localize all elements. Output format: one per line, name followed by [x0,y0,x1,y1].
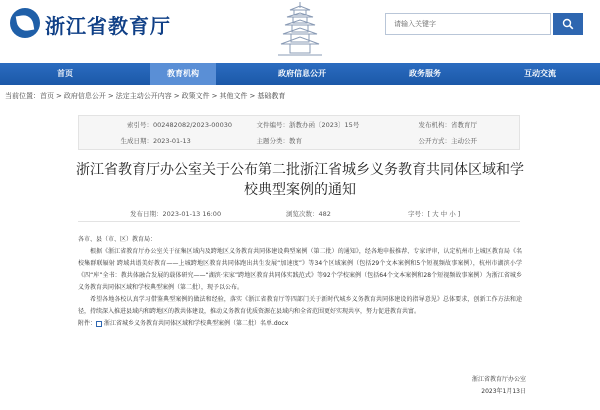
logo-leaf-icon [16,14,35,33]
breadcrumb-separator: > [211,92,218,100]
main-nav [0,63,600,85]
body-paragraph: 根据《浙江省教育厅办公室关于征集区域内及跨地区义务教育共同体建设典型案例（第二批）的通知》，经各地申报推荐、专家评审，认定杭州市上城区教育局《名校集群联辐射 跨域共谱美好教育——上城跨地区教育共同体跑出共生发展“加速度”》等34个区域案例（包括29个文本案例和5个短视频故事案例），杭州市湖滨小学《四“库”全书：教共体融合发展的载体研究——“湖滨·宋家”跨地区教育共同体实践范式》等92个学校案例（包括64个文本案例和28个短视频故事案例）为浙江省城乡义务教育共同体区域和学校典型案例（第二批），现予以公布。 [78,248,522,291]
breadcrumb-separator: > [107,92,114,100]
doc-no-value: 浙教办函〔2023〕15号 [289,121,360,129]
nav-item-home[interactable]: 首页 [57,69,73,78]
sign-date: 2023年1月13日 [481,388,526,395]
index-label: 索引号： [127,121,153,129]
breadcrumb-separator: > [249,92,256,100]
search-icon [562,18,574,30]
pagoda-illustration [270,0,330,58]
font-size-control[interactable]: 字号：[ 大 中 小 ] [408,210,461,218]
topic-value: 教育 [289,137,302,145]
date-value: 2023-01-13 [153,137,191,145]
nav-item-info-disclosure[interactable]: 政府信息公开 [278,69,326,78]
breadcrumb-item-other[interactable]: 其他文件 [219,92,248,100]
document-title: 浙江省教育厅办公室关于公布第二批浙江省城乡义务教育共同体区域和学校典型案例的通知 [76,162,524,198]
breadcrumb-item-basic-edu[interactable]: 基础教育 [257,92,286,100]
breadcrumb-item-info[interactable]: 政府信息公开 [63,92,106,100]
document-meta [78,206,520,222]
site-title[interactable]: 浙江省教育厅 [45,14,171,38]
info-row [79,117,519,133]
site-logo[interactable] [10,8,40,38]
attachment-link[interactable]: 浙江省城乡义务教育共同体区域和学校典型案例（第二批）名单.docx [104,320,289,327]
breadcrumb-item-policy[interactable]: 政策文件 [181,92,210,100]
breadcrumb-separator: > [56,92,62,100]
document-info-table [78,115,520,150]
publish-time: 发布日期：2023-01-13 16:00 [130,210,222,218]
document-body [78,234,522,330]
info-row [79,133,519,149]
view-count: 浏览次数：482 [286,210,331,218]
open-label: 公开方式： [418,137,451,145]
breadcrumb-separator: > [173,92,180,100]
site-header [0,0,600,58]
attachment-label: 附件： [78,320,97,327]
date-label: 生成日期： [120,137,153,145]
signature-block [440,374,526,398]
agency-value: 省教育厅 [451,121,477,129]
nav-item-institutions[interactable]: 教育机构 [150,63,216,85]
breadcrumb-item-home[interactable]: 首页 [40,92,54,100]
file-icon [96,321,102,327]
search-input[interactable]: 请输入关键字 [385,13,551,35]
attachment-row [78,318,522,330]
open-value: 主动公开 [451,137,477,145]
nav-item-interaction[interactable]: 互动交流 [524,69,556,78]
body-paragraph: 希望各地各校认真学习借鉴典型案例的做法和经验，落实《浙江省教育厅等四部门关于新时代城乡义务教育共同体建设的指导意见》总体要求，创新工作方法和途径，持续深入推进县域内和跨地区的教共体建设，推动义务教育优质资源在县域内和全省范围更好实现共享，努力促进教育共富。 [78,296,522,315]
search-button[interactable] [553,13,583,35]
nav-item-services[interactable]: 政务服务 [409,69,441,78]
breadcrumb [5,91,285,101]
breadcrumb-prefix: 当前位置： [5,92,40,100]
signer: 浙江省教育厅办公室 [471,376,526,383]
topic-label: 主题分类： [256,137,289,145]
breadcrumb-item-statutory[interactable]: 法定主动公开内容 [115,92,172,100]
doc-no-label: 文件编号： [256,121,289,129]
index-value: 002482082/2023-00030 [153,121,232,129]
salutation: 各市、县（市、区）教育局： [78,236,157,243]
agency-label: 发布机构： [418,121,451,129]
